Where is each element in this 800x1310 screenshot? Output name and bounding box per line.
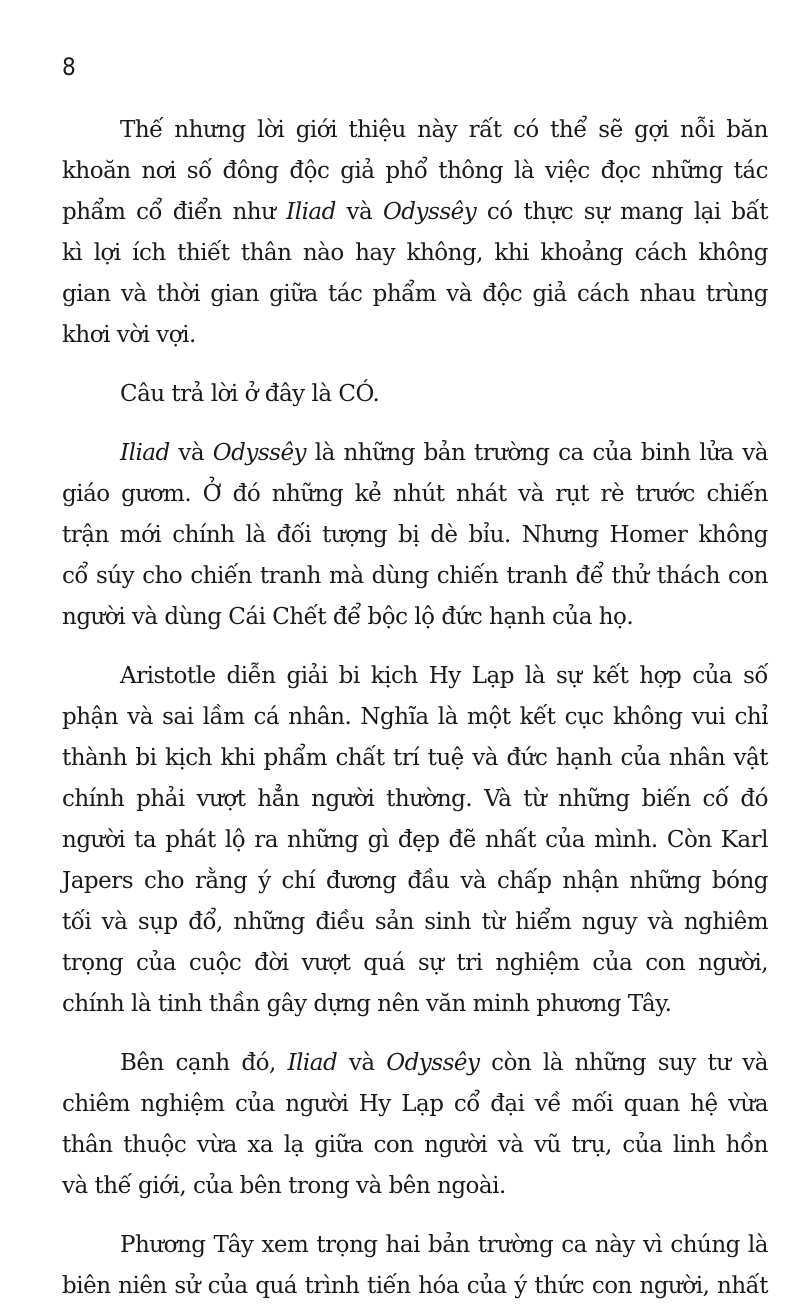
body-text [62, 110, 768, 1307]
paragraph [62, 1043, 768, 1207]
text-line: Bên cạnh đó, Iliad và Odyssêy còn là những suy tư và [120, 1050, 768, 1076]
paragraph [62, 656, 768, 1025]
text-line: khơi vời vợi. [62, 322, 196, 348]
paragraph [62, 110, 768, 356]
text-line: trọng của cuộc đời vượt quá sự tri nghiệm của con người, [62, 950, 768, 976]
text-line: chiêm nghiệm của người Hy Lạp cổ đại về mối quan hệ vừa [62, 1091, 768, 1117]
text-line: chính phải vượt hẳn người thường. Và từ những biến cố đó [62, 786, 768, 812]
text-line: Japers cho rằng ý chí đương đầu và chấp nhận những bóng [62, 868, 768, 894]
text-line: chính là tinh thần gây dựng nên văn minh phương Tây. [62, 991, 672, 1017]
paragraph [62, 374, 768, 415]
text-line: gian và thời gian giữa tác phẩm và độc giả cách nhau trùng [62, 281, 768, 307]
text-line: tối và sụp đổ, những điều sản sinh từ hiểm nguy và nghiêm [62, 909, 768, 935]
paragraph [62, 433, 768, 638]
text-line: phẩm cổ điển như Iliad và Odyssêy có thực sự mang lại bất [62, 199, 768, 225]
text-line: Câu trả lời ở đây là CÓ. [120, 381, 380, 407]
text-line: phận và sai lầm cá nhân. Nghĩa là một kết cục không vui chỉ [62, 704, 768, 730]
italic-title: Odyssêy [382, 199, 477, 225]
italic-title: Odyssêy [212, 440, 307, 466]
italic-title: Odyssêy [386, 1050, 480, 1076]
italic-title: Iliad [120, 440, 170, 466]
text-line: thành bi kịch khi phẩm chất trí tuệ và đức hạnh của nhân vật [62, 745, 768, 771]
text-line: cổ súy cho chiến tranh mà dùng chiến tranh để thử thách con [62, 563, 768, 589]
text-line: người ta phát lộ ra những gì đẹp đẽ nhất của mình. Còn Karl [62, 827, 768, 853]
text-line: trận mới chính là đối tượng bị dè bỉu. Nhưng Homer không [62, 522, 768, 548]
text-line: và thế giới, của bên trong và bên ngoài. [62, 1173, 506, 1199]
text-line: thân thuộc vừa xa lạ giữa con người và vũ trụ, của linh hồn [62, 1132, 768, 1158]
text-line: biên niên sử của quá trình tiến hóa của ý thức con người, nhất [62, 1273, 768, 1299]
text-line: Phương Tây xem trọng hai bản trường ca này vì chúng là [120, 1232, 768, 1258]
text-line: người và dùng Cái Chết để bộc lộ đức hạnh của họ. [62, 604, 634, 630]
text-line: giáo gươm. Ở đó những kẻ nhút nhát và rụt rè trước chiến [62, 481, 768, 507]
italic-title: Iliad [287, 1050, 338, 1076]
text-line: khoăn nơi số đông độc giả phổ thông là việc đọc những tác [62, 158, 768, 184]
page-number: 8 [62, 53, 76, 81]
italic-title: Iliad [286, 199, 336, 225]
text-line: kì lợi ích thiết thân nào hay không, khi khoảng cách không [62, 240, 768, 266]
text-line: Iliad và Odyssêy là những bản trường ca của binh lửa và [120, 440, 768, 466]
paragraph [62, 1225, 768, 1307]
text-line: Aristotle diễn giải bi kịch Hy Lạp là sự kết hợp của số [120, 663, 768, 689]
text-line: Thế nhưng lời giới thiệu này rất có thể sẽ gợi nỗi băn [120, 117, 768, 143]
